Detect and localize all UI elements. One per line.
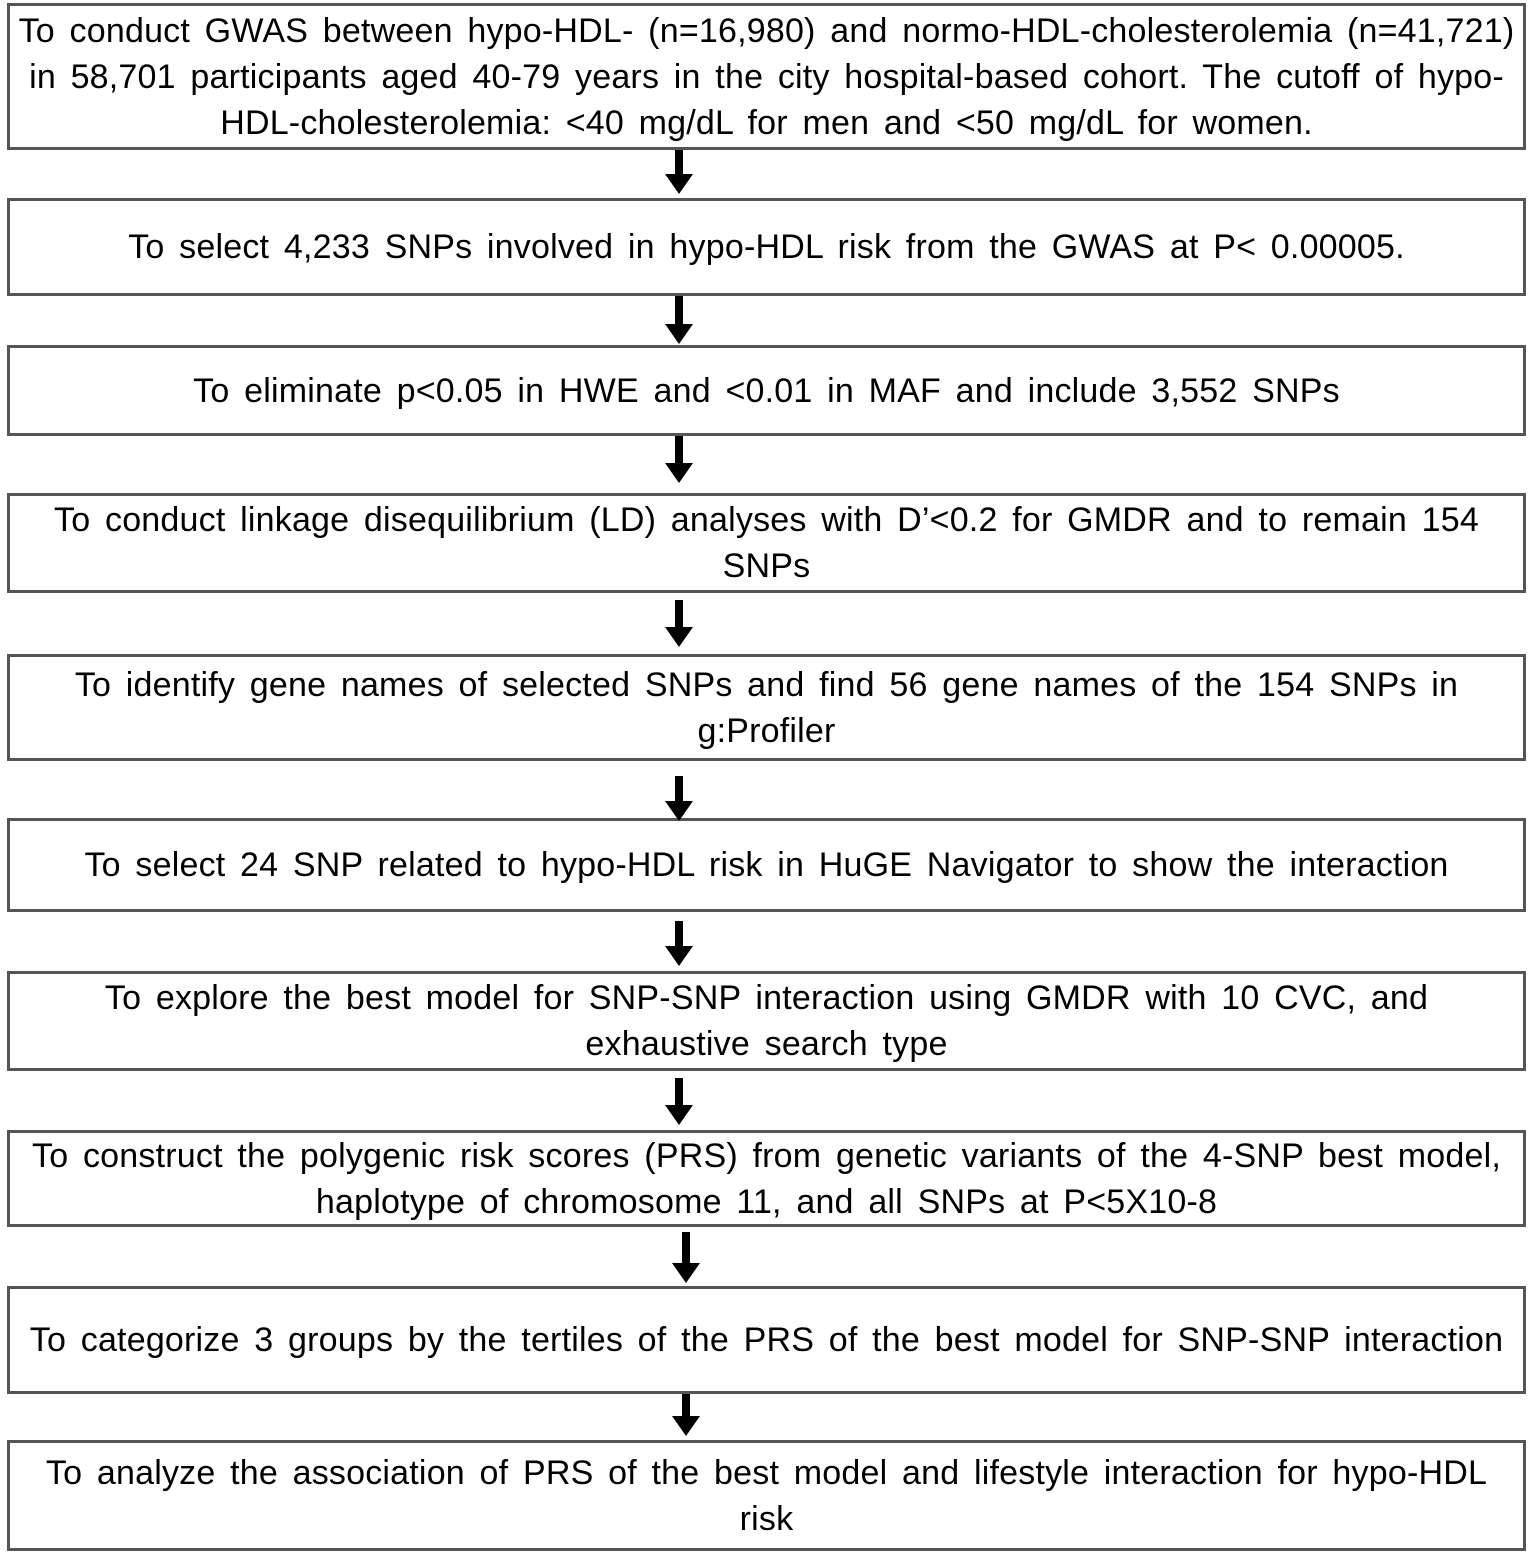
step-2-text: To select 4,233 SNPs involved in hypo-HDL risk from the GWAS at P< 0.00005. <box>128 228 1405 266</box>
step-10-text: To analyze the association of PRS of the best model and lifestyle interaction for hypo-HDL risk <box>45 1453 1488 1538</box>
step-5-text: To identify gene names of selected SNPs and find 56 gene names of the 154 SNPs in g:Profiler <box>74 665 1459 750</box>
step-6-text: To select 24 SNP related to hypo-HDL risk in HuGE Navigator to show the interaction <box>84 846 1449 884</box>
flow-step-5 <box>7 654 1526 761</box>
down-arrow-icon <box>664 776 694 822</box>
step-8-text: To construct the polygenic risk scores (PRS) from genetic variants of the 4-SNP best model, haplotype of chromosome 11, and all SNPs at P<5X10-8 <box>32 1136 1501 1221</box>
down-arrow-icon <box>671 1232 701 1284</box>
down-arrow-icon <box>664 150 694 195</box>
down-arrow-icon <box>671 1394 701 1437</box>
flow-step-8 <box>7 1130 1526 1227</box>
down-arrow-icon <box>664 600 694 648</box>
down-arrow-icon <box>664 436 694 484</box>
flow-step-6 <box>7 818 1526 912</box>
step-7-text: To explore the best model for SNP-SNP interaction using GMDR with 10 CVC, and exhaustive search type <box>104 979 1429 1063</box>
step-1-text: To conduct GWAS between hypo-HDL- (n=16,980) and normo-HDL-cholesterolemia (n=41,721) in 58,701 participants aged 40-79 years in the city hospital-based cohort. The cutoff of hypo-HDL-cholesterolemia: <40 mg/dL for men and <50 mg/dL for women. <box>18 11 1515 142</box>
flow-step-2 <box>7 198 1526 296</box>
down-arrow-icon <box>664 1078 694 1126</box>
down-arrow-icon <box>664 921 694 967</box>
down-arrow-icon <box>664 296 694 345</box>
flow-step-4 <box>7 493 1526 593</box>
flow-step-7 <box>7 971 1526 1071</box>
step-9-text: To categorize 3 groups by the tertiles of the PRS of the best model for SNP-SNP interaction <box>29 1321 1504 1359</box>
flow-step-9 <box>7 1286 1526 1394</box>
flow-step-10 <box>7 1440 1526 1551</box>
flow-step-1 <box>7 3 1526 150</box>
step-3-text: To eliminate p<0.05 in HWE and <0.01 in MAF and include 3,552 SNPs <box>193 371 1340 410</box>
flow-step-3 <box>7 345 1526 436</box>
step-4-text: To conduct linkage disequilibrium (LD) analyses with D’<0.2 for GMDR and to remain 154 SNPs <box>54 501 1479 585</box>
